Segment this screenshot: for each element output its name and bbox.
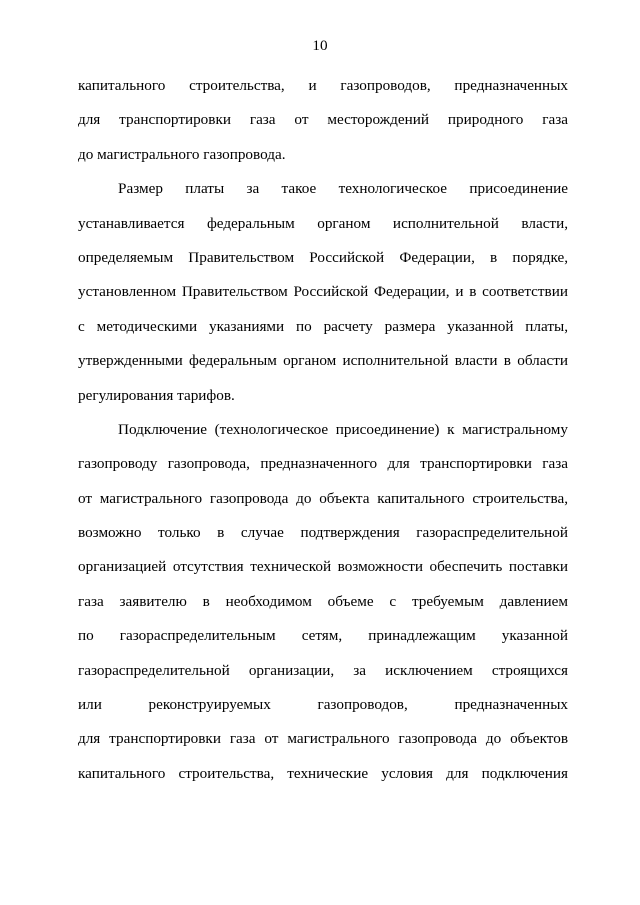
text-line: для транспортировки газа от месторождений природного газа — [78, 111, 568, 129]
text-line: устанавливается федеральным органом исполнительной власти, — [78, 214, 568, 232]
page-number: 10 — [312, 37, 328, 54]
text-line: Подключение (технологическое присоединение) к магистральному — [118, 420, 568, 438]
text-line: газопроводу газопровода, предназначенного для транспортировки газа — [78, 455, 568, 473]
text-line: организацией отсутствия технической возможности обеспечить поставки — [78, 558, 568, 576]
text-line: возможно только в случае подтверждения газораспределительной — [78, 524, 568, 542]
text-line: утвержденными федеральным органом исполнительной власти в области — [78, 352, 568, 370]
body-text — [78, 76, 568, 798]
text-line: установленном Правительством Российской Федерации, и в соответствии — [78, 283, 568, 301]
text-line: для транспортировки газа от магистрального газопровода до объектов — [78, 730, 568, 748]
text-line: от магистрального газопровода до объекта капитального строительства, — [78, 489, 568, 507]
text-line: Размер платы за такое технологическое присоединение — [118, 180, 568, 198]
text-line: или реконструируемых газопроводов, предназначенных — [78, 696, 568, 714]
text-line: регулирования тарифов. — [78, 386, 235, 404]
text-line: по газораспределительным сетям, принадлежащим указанной — [78, 627, 568, 645]
text-line: газораспределительной организации, за исключением строящихся — [78, 661, 568, 679]
text-line: до магистрального газопровода. — [78, 145, 286, 163]
text-line: определяемым Правительством Российской Федерации, в порядке, — [78, 248, 568, 266]
text-line: газа заявителю в необходимом объеме с требуемым давлением — [78, 592, 568, 610]
text-line: капитального строительства, и газопроводов, предназначенных — [78, 77, 568, 94]
text-line: с методическими указаниями по расчету размера указанной платы, — [78, 317, 568, 335]
text-line: капитального строительства, технические условия для подключения — [78, 764, 568, 782]
